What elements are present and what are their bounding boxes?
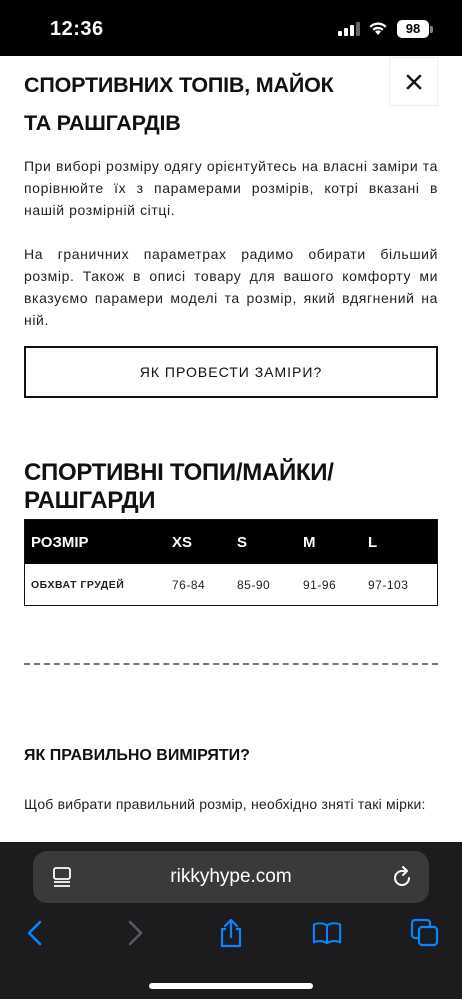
header-cell: L bbox=[368, 533, 378, 551]
size-chart-title: СПОРТИВНІ ТОПИ/МАЙКИ/РАШГАРДИ bbox=[24, 459, 334, 514]
forward-button[interactable] bbox=[120, 918, 150, 948]
table-row bbox=[25, 564, 437, 605]
battery-indicator: 98 bbox=[397, 20, 429, 38]
share-button[interactable] bbox=[216, 918, 246, 948]
reload-icon[interactable] bbox=[391, 865, 413, 889]
tabs-button[interactable] bbox=[410, 918, 440, 948]
intro-paragraph: При виборі розміру одягу орієнтуйтесь на власні заміри та порівнюйте їх з парамерами розмірів, котрі вказані в нашій розмірній сітці. bbox=[24, 158, 438, 218]
header-cell: РОЗМІР bbox=[31, 533, 89, 551]
header-cell: XS bbox=[172, 533, 193, 551]
address-bar[interactable] bbox=[33, 851, 429, 903]
bookmarks-button[interactable] bbox=[312, 918, 342, 948]
wifi-icon bbox=[368, 20, 388, 36]
intro-paragraph: На граничних параметрах радимо обирати більший розмір. Також в описі товару для вашого комфорту ми вказуємо парамери моделі та розмір, який вдягнений на ній. bbox=[24, 246, 438, 328]
table-cell: 76-84 bbox=[172, 577, 206, 592]
intro-text bbox=[24, 155, 438, 331]
size-guide-modal bbox=[0, 56, 462, 842]
home-indicator bbox=[149, 983, 313, 989]
back-arrow-icon bbox=[26, 920, 44, 946]
close-button[interactable] bbox=[389, 57, 438, 106]
back-button[interactable] bbox=[20, 918, 50, 948]
how-to-measure-button[interactable]: ЯК ПРОВЕСТИ ЗАМІРИ? bbox=[24, 346, 438, 398]
forward-arrow-icon bbox=[126, 920, 144, 946]
url-text: rikkyhype.com bbox=[170, 866, 292, 887]
status-bar bbox=[0, 0, 462, 58]
cellular-signal-icon bbox=[338, 22, 360, 36]
size-table-header bbox=[25, 520, 437, 564]
tabs-icon bbox=[410, 918, 440, 948]
table-cell: 85-90 bbox=[237, 577, 271, 592]
modal-title: СПОРТИВНИХ ТОПІВ, МАЙОК ТА РАШГАРДІВ bbox=[24, 73, 334, 135]
row-label: ОБХВАТ ГРУДЕЙ bbox=[31, 578, 125, 591]
dashed-divider bbox=[24, 663, 438, 665]
size-table bbox=[24, 519, 438, 606]
browser-toolbar bbox=[0, 842, 462, 999]
status-time: 12:36 bbox=[50, 18, 104, 40]
how-to-measure-text: Щоб вибрати правильний розмір, необхідно зняті такі мірки: bbox=[24, 796, 426, 812]
bookmarks-icon bbox=[312, 920, 342, 946]
how-to-measure-title: ЯК ПРАВИЛЬНО ВИМІРЯТИ? bbox=[24, 747, 250, 764]
share-icon bbox=[218, 918, 244, 948]
close-icon bbox=[406, 74, 422, 90]
battery-tip bbox=[430, 26, 433, 33]
header-cell: S bbox=[237, 533, 248, 551]
table-cell: 91-96 bbox=[303, 577, 337, 592]
table-cell: 97-103 bbox=[368, 577, 409, 592]
header-cell: M bbox=[303, 533, 316, 551]
